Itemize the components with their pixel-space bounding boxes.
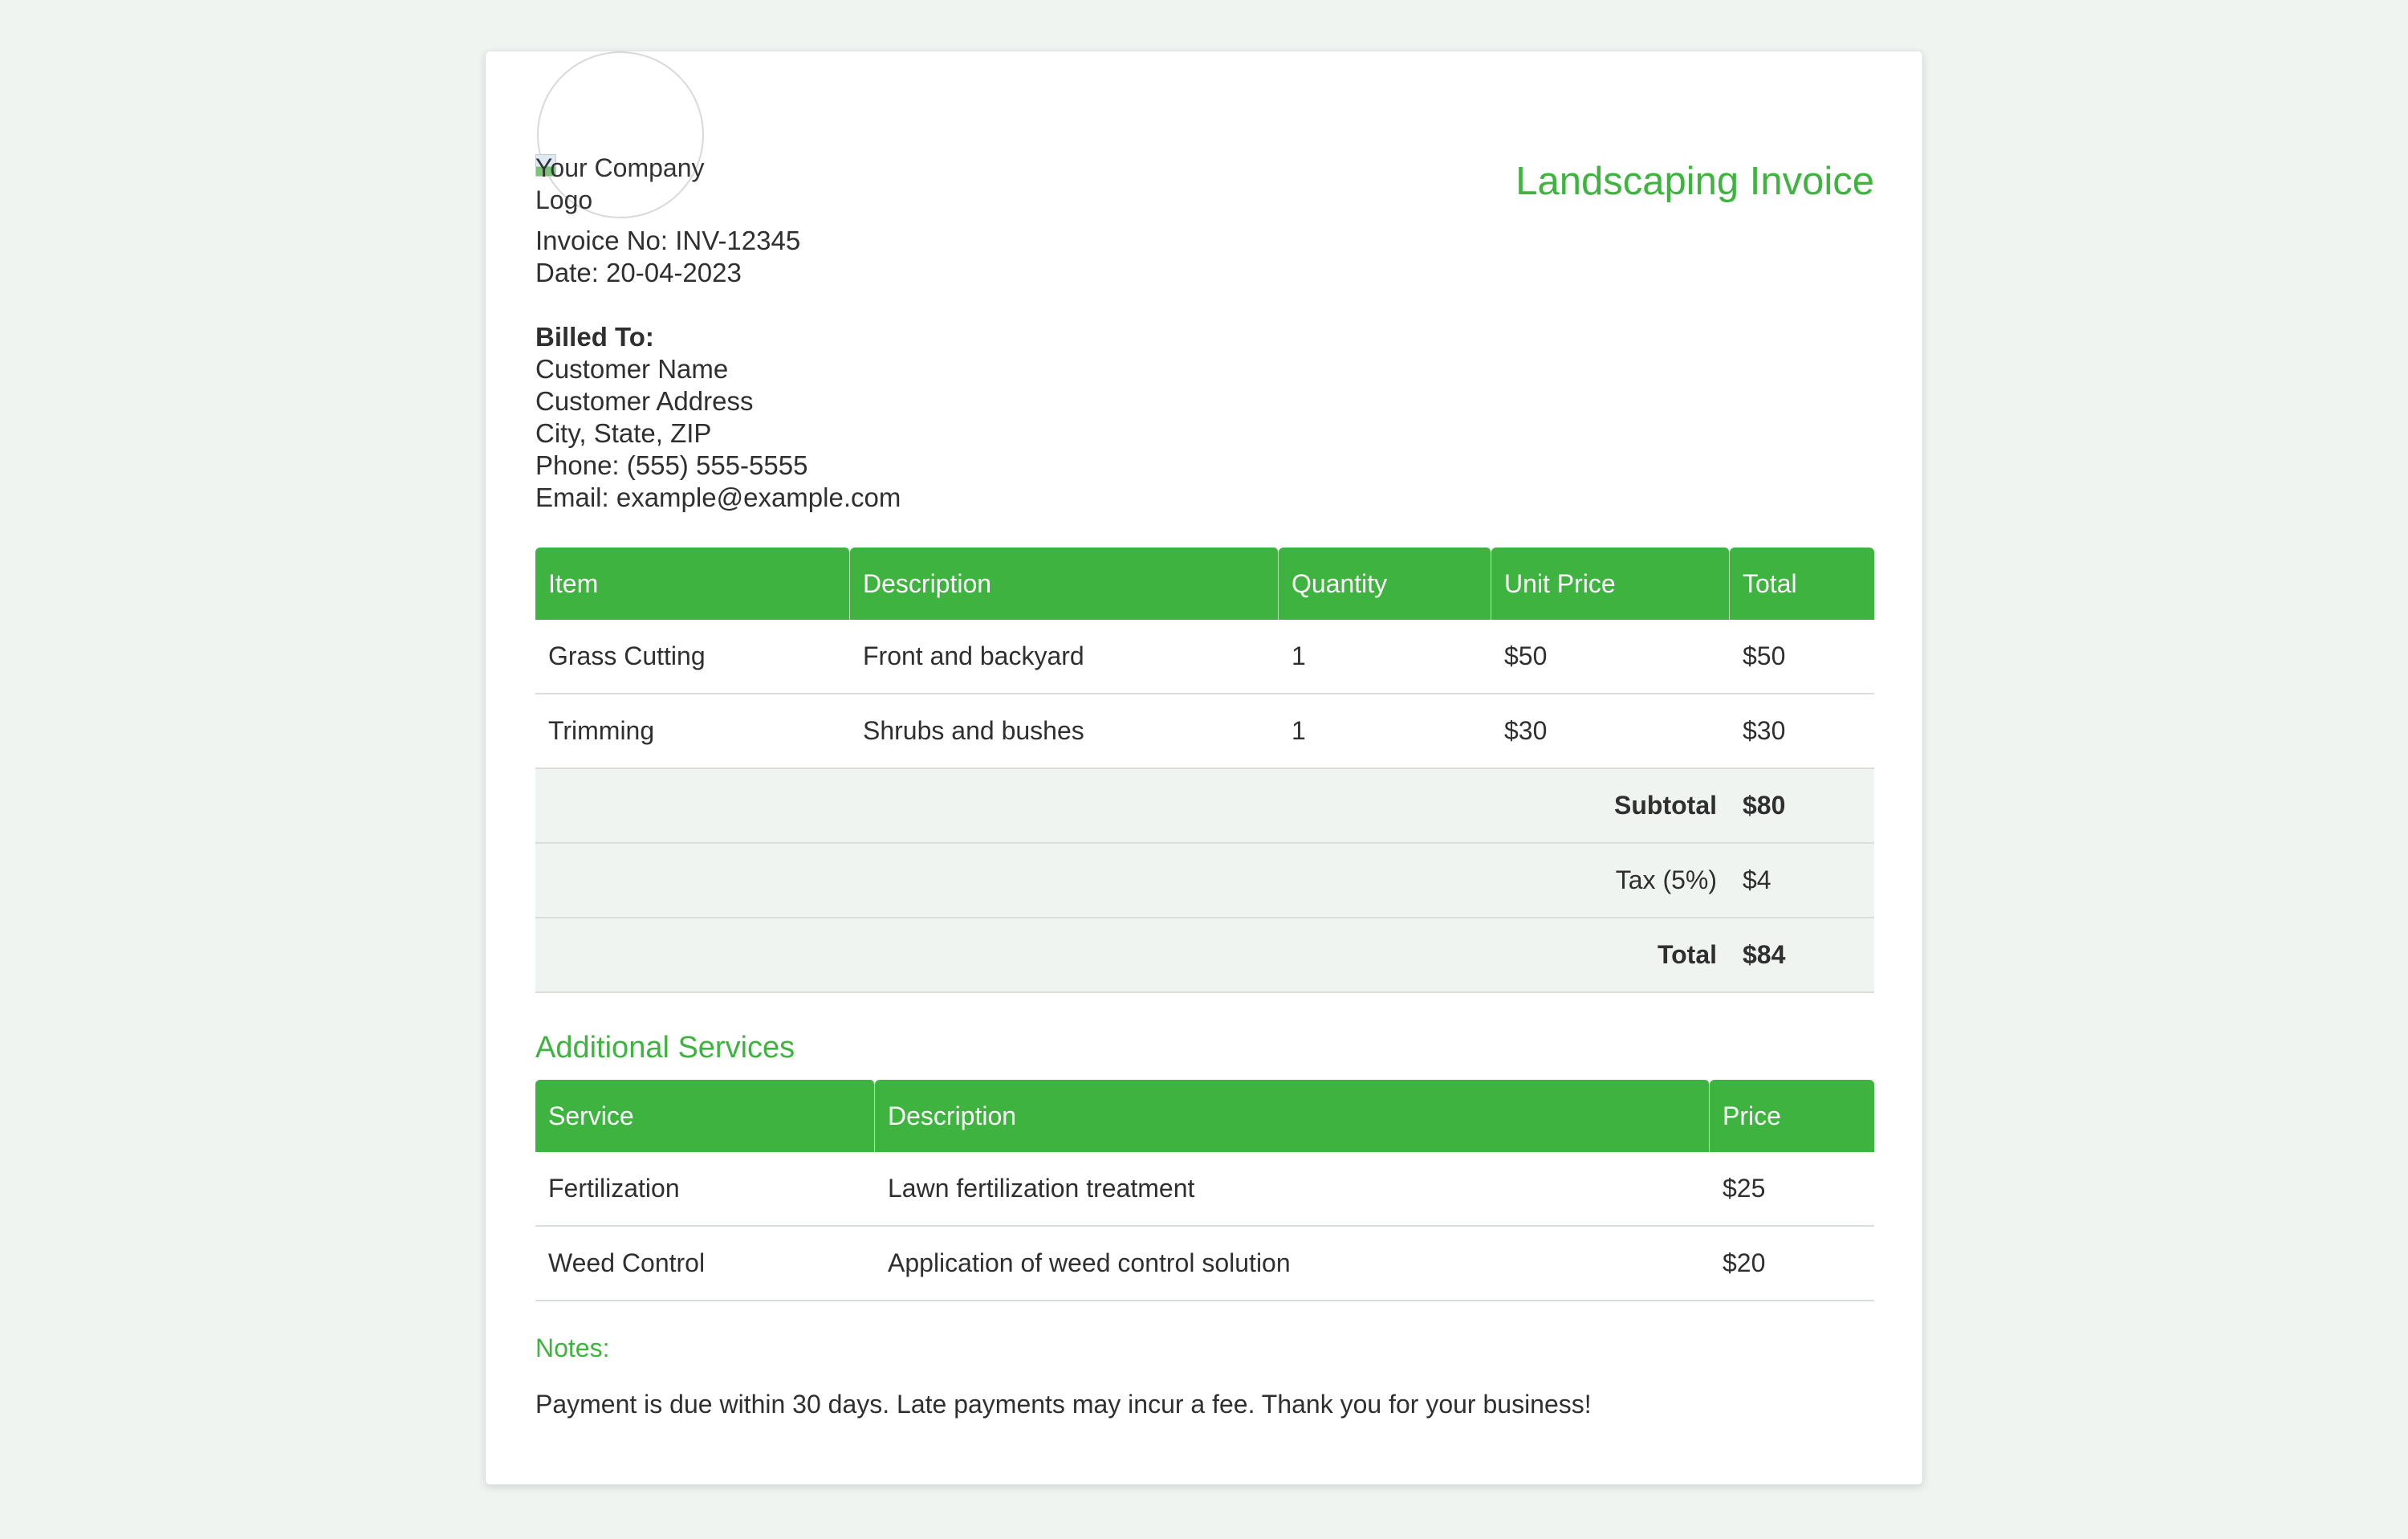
additional-services-title: Additional Services [535, 1031, 795, 1065]
customer-name: Customer Name [535, 354, 729, 384]
col-header-unit-price: Unit Price [1491, 548, 1730, 620]
tax-label: Tax (5%) [535, 844, 1730, 918]
item-name: Grass Cutting [535, 620, 850, 694]
logo-alt-text: Your Company Logo [535, 153, 705, 214]
invoice-header [535, 101, 1874, 262]
item-description: Shrubs and bushes [850, 694, 1279, 769]
table-row [535, 620, 1874, 694]
item-unit-price: $50 [1491, 620, 1730, 694]
service-name: Weed Control [535, 1227, 875, 1301]
total-value: $84 [1730, 918, 1874, 993]
item-unit-price: $30 [1491, 694, 1730, 769]
items-header-row [535, 548, 1874, 620]
item-total: $50 [1730, 620, 1874, 694]
notes-text: Payment is due within 30 days. Late payments may incur a fee. Thank you for your business! [535, 1390, 1592, 1419]
item-quantity: 1 [1279, 620, 1491, 694]
col-header-description: Description [850, 548, 1279, 620]
col-header-service-description: Description [875, 1080, 1710, 1152]
notes-label: Notes: [535, 1333, 610, 1362]
invoice-content [535, 101, 1874, 1420]
billed-to-block [535, 321, 1874, 514]
col-header-item: Item [535, 548, 850, 620]
invoice-number: Invoice No: INV-12345 [535, 226, 801, 255]
service-name: Fertilization [535, 1152, 875, 1227]
col-header-price: Price [1710, 1080, 1874, 1152]
service-description: Lawn fertilization treatment [875, 1152, 1710, 1227]
item-name: Trimming [535, 694, 850, 769]
service-price: $25 [1710, 1152, 1874, 1227]
customer-city-state-zip: City, State, ZIP [535, 418, 712, 448]
col-header-quantity: Quantity [1279, 548, 1491, 620]
subtotal-label: Subtotal [535, 769, 1730, 844]
subtotal-value: $80 [1730, 769, 1874, 844]
items-table [535, 548, 1874, 993]
subtotal-row [535, 769, 1874, 844]
additional-services-table [535, 1080, 1874, 1301]
customer-email: Email: example@example.com [535, 482, 901, 512]
col-header-service: Service [535, 1080, 875, 1152]
col-header-total: Total [1730, 548, 1874, 620]
invoice-sheet [485, 51, 1923, 1485]
tax-row [535, 844, 1874, 918]
tax-value: $4 [1730, 844, 1874, 918]
service-price: $20 [1710, 1227, 1874, 1301]
table-row [535, 1152, 1874, 1227]
table-row [535, 694, 1874, 769]
customer-phone: Phone: (555) 555-5555 [535, 450, 808, 480]
company-logo [535, 101, 744, 214]
item-description: Front and backyard [850, 620, 1279, 694]
invoice-title: Landscaping Invoice [1515, 160, 1874, 203]
invoice-date: Date: 20-04-2023 [535, 258, 742, 287]
service-description: Application of weed control solution [875, 1227, 1710, 1301]
table-row [535, 1227, 1874, 1301]
billed-to-label: Billed To: [535, 322, 654, 352]
total-label: Total [535, 918, 1730, 993]
customer-address: Customer Address [535, 386, 754, 416]
item-total: $30 [1730, 694, 1874, 769]
total-row [535, 918, 1874, 993]
item-quantity: 1 [1279, 694, 1491, 769]
services-header-row [535, 1080, 1874, 1152]
